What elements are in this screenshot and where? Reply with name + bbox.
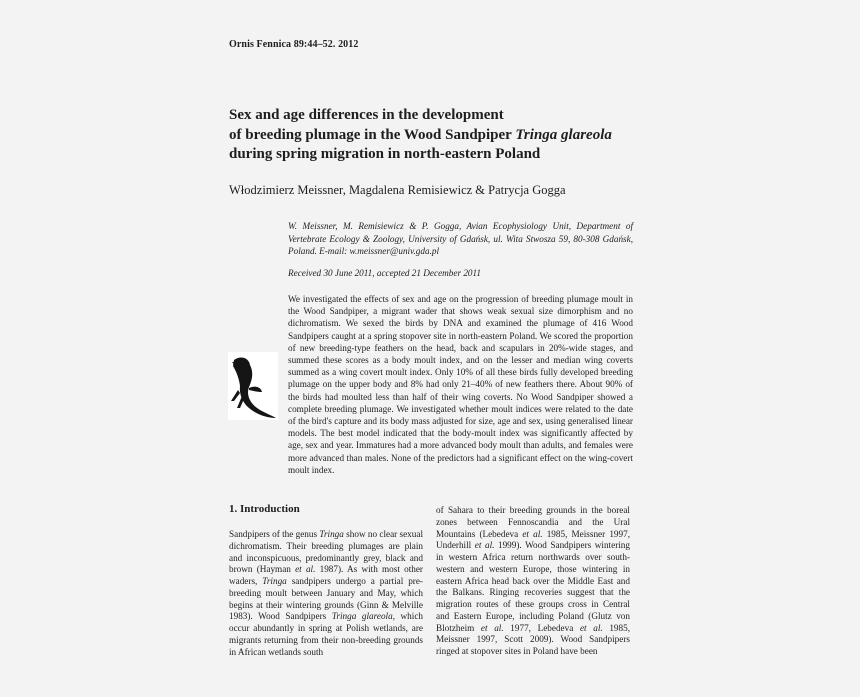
title-line-3: during spring migration in north-eastern Poland <box>229 146 541 162</box>
text-run: 1977, Lebedeva <box>503 622 580 633</box>
title-line-2-text: of breeding plumage in the Wood Sandpiper <box>229 126 516 143</box>
article-title <box>229 106 669 165</box>
author-list: Włodzimierz Meissner, Magdalena Remisiewicz & Patrycja Gogga <box>229 183 566 197</box>
received-date: Received 30 June 2011, accepted 21 December 2011 <box>288 268 482 278</box>
introduction-column-right <box>436 505 630 658</box>
text-run: Sandpipers of the genus <box>229 529 320 539</box>
et-al: et al. <box>295 564 316 575</box>
et-al: et al. <box>579 622 603 633</box>
title-line-1: Sex and age differences in the development <box>229 107 504 123</box>
text-run: , which occur abundantly in spring at Polish wetlands, are migrants returning from their non-breeding grounds in African wetlands south <box>229 611 424 657</box>
genus-name: Tringa <box>262 576 287 586</box>
journal-reference: Ornis Fennica 89:44–52. 2012 <box>229 39 359 50</box>
section-heading-introduction: 1. Introduction <box>229 503 300 515</box>
title-species-name: Tringa glareola <box>515 126 612 143</box>
text-run: 1987). As with most other waders, <box>229 564 423 586</box>
introduction-column-left <box>229 529 423 658</box>
et-al: et al. <box>522 528 543 539</box>
text-run: show no clear sexual dichromatism. Their breeding plumages are plain and inconspicuous, predominantly grey, black and brown (Hayman <box>229 529 423 575</box>
flying-bird-logo-icon <box>228 352 278 420</box>
text-run: 1999). Wood Sandpipers wintering in western Africa return northwards over south-western and western Europe, those wintering in eastern Africa head back over the Middle East and the Balkans. Ringing recoveries suggest that the migration routes of these groups cross in Central and Eastern Europe, including Poland (Glutz von Blotzheim <box>436 540 630 633</box>
title-line-2 <box>229 126 669 146</box>
species-name: Tringa glareola <box>331 611 393 622</box>
author-affiliation: W. Meissner, M. Remisiewicz & P. Gogga, Avian Ecophysiology Unit, Department of Vertebrate Ecology & Zoology, University of Gdańsk, ul. Wita Stwosza 59, 80-308 Gdańsk, Poland. E-mail: w.meissner@univ.gda.pl <box>288 221 633 257</box>
abstract-text: We investigated the effects of sex and age on the progression of breeding plumage moult in the Wood Sandpiper, a migrant wader that shows weak sexual size dimorphism and no dichromatism. We sexed the birds by DNA and examined the plumage of 416 Wood Sandpipers caught at a spring stopover site in north-eastern Poland. We scored the proportion of new breeding-type feathers on the head, back and scapulars in 20%-wide stages, and summed these scores as a body moult index, and on the lesser and median wing coverts summed as a wing covert moult index. Only 10% of all these birds fully developed breeding plumage on the upper body and 8% had only 21–40% of new feathers there. About 90% of the birds had moulted less than half of their wing coverts. No Wood Sandpiper showed a complete breeding plumage. We investigated whether moult indices were related to the date of the bird's capture and its body mass adjusted for size, age and sex, using generalised linear models. The best model indicated that the body-moult index was significantly affected by age, sex and year. Immatures had a more advanced body moult than adults, and females were more advanced than males. None of the predictors had a significant effect on the wing-covert moult index. <box>288 294 633 475</box>
et-al: et al. <box>474 540 495 551</box>
text-run: 1985, Meissner 1997, Underhill <box>436 528 630 551</box>
text-run: of Sahara to their breeding grounds in the boreal zones between Fennoscandia and the Ural Mountains (Lebedeva <box>436 505 630 539</box>
intro-paragraph-right <box>436 505 630 658</box>
genus-name: Tringa <box>319 529 344 539</box>
text-run: 1985, Meissner 1997, Scott 2009). Wood Sandpipers ringed at stopover sites in Poland have been <box>436 622 630 656</box>
et-al: et al. <box>480 622 504 633</box>
intro-paragraph-left <box>229 529 423 658</box>
text-run: sandpipers undergo a partial pre-breeding moult between January and May, which begins at their wintering grounds (Ginn & Melville 1983). Wood Sandpipers <box>229 576 423 622</box>
abstract <box>288 293 633 476</box>
